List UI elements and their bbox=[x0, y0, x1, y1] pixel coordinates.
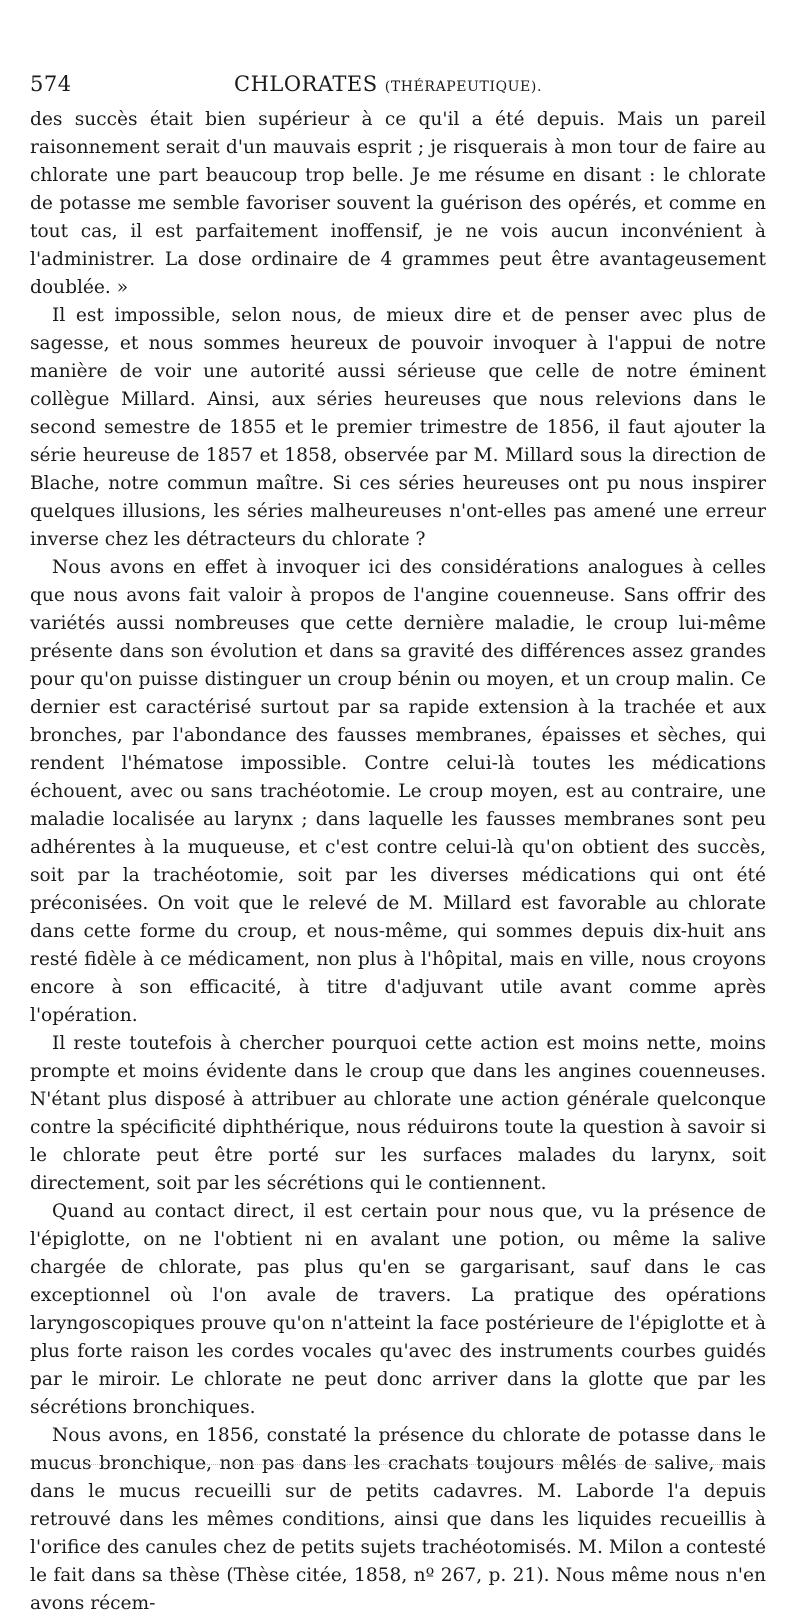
running-title bbox=[234, 72, 542, 96]
paragraph-6: Nous avons, en 1856, constaté la présence du chlorate de potasse dans le mucus bronchique, non pas dans les crachats toujours mêlés de salive, mais dans le mucus recueilli sur de petits cadavres. M. Laborde l'a depuis retrouvé dans les mêmes conditions, ainsi que dans les liquides recueillis à l'orifice des canules chez de petits sujets trachéotomisés. M. Milon a contesté le fait dans sa thèse (Thèse citée, 1858, nº 267, p. 21). Nous même nous n'en avons récem- bbox=[30, 1425, 766, 1614]
paragraph-2: Il est impossible, selon nous, de mieux dire et de penser avec plus de sagesse, et nous sommes heureux de pouvoir invoquer à l'appui de notre manière de voir une autorité aussi sérieuse que celle de notre éminent collègue Millard. Ainsi, aux séries heureuses que nous relevions dans le second semestre de 1855 et le premier trimestre de 1856, il faut ajouter la série heureuse de 1857 et 1858, observée par M. Millard sous la direction de Blache, notre commun maître. Si ces séries heureuses ont pu nous inspirer quelques illusions, les séries malheureuses n'ont-elles pas amené une erreur inverse chez les détracteurs du chlorate ? bbox=[30, 305, 766, 550]
book-page bbox=[30, 72, 766, 1618]
body-text bbox=[30, 106, 766, 1618]
running-title-main: CHLORATES bbox=[234, 72, 378, 96]
footer-dotted-rule bbox=[36, 1464, 736, 1465]
running-head bbox=[30, 72, 766, 106]
paragraph-5: Quand au contact direct, il est certain pour nous que, vu la présence de l'épiglotte, on ne l'obtient ni en avalant une potion, ou même la salive chargée de chlorate, pas plus qu'en se gargarisant, sauf dans le cas exceptionnel où l'on avale de travers. La pratique des opérations laryngoscopiques prouve qu'on n'atteint la face postérieure de l'épiglotte et à plus forte raison les cordes vocales qu'avec des instruments courbes guidés par le miroir. Le chlorate ne peut donc arriver dans la glotte que par les sécrétions bronchiques. bbox=[30, 1201, 766, 1418]
paragraph-4: Il reste toutefois à chercher pourquoi cette action est moins nette, moins prompte et moins évidente dans le croup que dans les angines couenneuses. N'étant plus disposé à attribuer au chlorate une action générale quelconque contre la spécificité diphthérique, nous réduirons toute la question à savoir si le chlorate peut être porté sur les surfaces malades du larynx, soit directement, soit par les sécrétions qui le contiennent. bbox=[30, 1033, 766, 1194]
paragraph-3: Nous avons en effet à invoquer ici des considérations analogues à celles que nous avons fait valoir à propos de l'angine couenneuse. Sans offrir des variétés aussi nombreuses que cette dernière maladie, le croup lui-même présente dans son évolution et dans sa gravité des différences assez grandes pour qu'on puisse distinguer un croup bénin ou moyen, et un croup malin. Ce dernier est caractérisé surtout par sa rapide extension à la trachée et aux bronches, par l'abondance des fausses membranes, épaisses et sèches, qui rendent l'hématose impossible. Contre celui-là toutes les médications échouent, avec ou sans trachéotomie. Le croup moyen, est au contraire, une maladie localisée au larynx ; dans laquelle les fausses membranes sont peu adhérentes à la muqueuse, et c'est contre celui-là qu'on obtient des succès, soit par la trachéotomie, soit par les diverses médications qui ont été préconisées. On voit que le relevé de M. Millard est favorable au chlorate dans cette forme du croup, et nous-même, qui sommes depuis dix-huit ans resté fidèle à ce médicament, non plus à l'hôpital, mais en ville, nous croyons encore à son efficacité, à titre d'adjuvant utile avant comme après l'opération. bbox=[30, 557, 766, 1026]
paragraph-1: des succès était bien supérieur à ce qu'il a été depuis. Mais un pareil raisonnement serait d'un mauvais esprit ; je risquerais à mon tour de faire au chlorate une part beaucoup trop belle. Je me résume en disant : le chlorate de potasse me semble favoriser souvent la guérison des opérés, et comme en tout cas, il est parfaitement inoffensif, je ne vois aucun inconvénient à l'administrer. La dose ordinaire de 4 grammes peut être avantageusement doublée. » bbox=[30, 109, 766, 298]
running-title-subtitle: (THÉRAPEUTIQUE). bbox=[384, 79, 542, 95]
page-number: 574 bbox=[30, 72, 72, 96]
